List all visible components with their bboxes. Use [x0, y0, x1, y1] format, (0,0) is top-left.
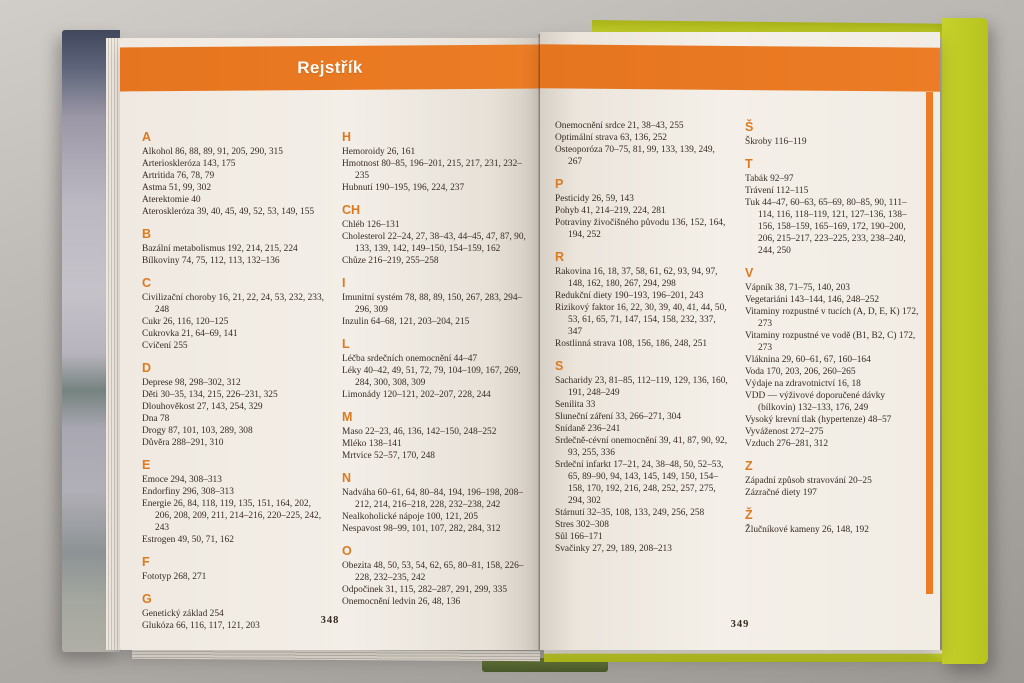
index-entry: Aterektomie 40 — [142, 195, 201, 205]
index-section — [342, 203, 527, 267]
section-letter: D — [142, 361, 152, 375]
index-section — [142, 361, 327, 449]
section-letter: P — [555, 177, 564, 191]
section-letter: L — [342, 337, 350, 351]
index-entry: Estrogen 49, 50, 71, 162 — [142, 535, 234, 545]
index-entry: VDD — výživové doporučené dávky (bílkovin) 132–133, 176, 249 — [745, 391, 886, 413]
index-entry: Dna 78 — [142, 414, 170, 424]
index-entry: Vzduch 276–281, 312 — [745, 439, 829, 449]
index-section — [342, 471, 527, 535]
index-entry: Vápník 38, 71–75, 140, 203 — [745, 283, 850, 293]
right-page — [540, 32, 940, 650]
index-section — [342, 130, 527, 194]
index-section — [555, 120, 730, 168]
index-entry: Redukční diety 190–193, 196–201, 243 — [555, 291, 704, 301]
index-entry: Imunitní systém 78, 88, 89, 150, 267, 283, 294–296, 309 — [342, 293, 523, 315]
index-entry: Svačinky 27, 29, 189, 208–213 — [555, 544, 672, 554]
index-entry: Sacharidy 23, 81–85, 112–119, 129, 136, 160, 191, 248–249 — [555, 376, 728, 398]
index-section — [142, 227, 327, 267]
index-content-left — [142, 130, 527, 641]
index-entry: Mléko 138–141 — [342, 439, 402, 449]
section-letter: V — [745, 266, 754, 280]
index-entry: Zázračné diety 197 — [745, 488, 817, 498]
section-letter: Š — [745, 120, 754, 134]
index-entry: Artritida 76, 78, 79 — [142, 171, 215, 181]
index-section — [142, 592, 327, 632]
section-letter: S — [555, 359, 564, 373]
index-column — [555, 120, 730, 564]
index-entry: Genetický základ 254 — [142, 609, 224, 619]
index-entry: Léčba srdečních onemocnění 44–47 — [342, 354, 478, 364]
index-entry: Snídaně 236–241 — [555, 424, 621, 434]
index-entry: Hmotnost 80–85, 196–201, 215, 217, 231, 232–235 — [342, 159, 522, 181]
index-entry: Rakovina 16, 18, 37, 58, 61, 62, 93, 94, 97, 148, 162, 180, 267, 294, 298 — [555, 267, 718, 289]
page-number-right: 349 — [730, 619, 750, 630]
section-letter: F — [142, 555, 150, 569]
index-column — [745, 120, 920, 564]
section-letter: M — [342, 410, 353, 424]
index-entry: Arterioskleróza 143, 175 — [142, 159, 236, 169]
index-entry: Cholesterol 22–24, 27, 38–43, 44–45, 47, 87, 90, 133, 139, 142, 149–150, 154–159, 162 — [342, 232, 526, 254]
index-entry: Pesticidy 26, 59, 143 — [555, 194, 634, 204]
section-letter: N — [342, 471, 352, 485]
index-entry: Dlouhověkost 27, 143, 254, 329 — [142, 402, 263, 412]
index-entry: Sluneční záření 33, 266–271, 304 — [555, 412, 682, 422]
index-entry: Inzulin 64–68, 121, 203–204, 215 — [342, 317, 470, 327]
index-entry: Vláknina 29, 60–61, 67, 160–164 — [745, 355, 871, 365]
section-letter: Z — [745, 459, 753, 473]
index-entry: Nadváha 60–61, 64, 80–84, 194, 196–198, 208–212, 214, 216–218, 228, 232–238, 242 — [342, 488, 523, 510]
index-entry: Vyváženost 272–275 — [745, 427, 824, 437]
page-number-left: 348 — [320, 615, 340, 626]
index-entry: Odpočinek 31, 115, 282–287, 291, 299, 335 — [342, 585, 508, 595]
index-entry: Škroby 116–119 — [745, 137, 807, 147]
index-entry: Obezita 48, 50, 53, 54, 62, 65, 80–81, 158, 226–228, 232–235, 242 — [342, 561, 524, 583]
section-letter: A — [142, 130, 152, 144]
index-content-right — [555, 120, 920, 564]
index-entry: Srdeční infarkt 17–21, 24, 38–48, 50, 52–53, 65, 89–90, 94, 143, 145, 149, 150, 154–158, 170, 192, 216, 248, 252, 257, 275, 294, 302 — [555, 460, 724, 506]
index-entry: Fototyp 268, 271 — [142, 572, 207, 582]
page-title: Rejstřík — [297, 57, 363, 78]
index-entry: Deprese 98, 298–302, 312 — [142, 378, 241, 388]
page-stack-bottom-edge — [132, 649, 540, 661]
index-entry: Chůze 216–219, 255–258 — [342, 256, 439, 266]
index-section — [745, 459, 920, 499]
index-entry: Cvičení 255 — [142, 341, 188, 351]
index-entry: Onemocnění ledvin 26, 48, 136 — [342, 597, 461, 607]
index-section — [342, 276, 527, 328]
index-section — [555, 177, 730, 241]
index-entry: Endorfiny 296, 308–313 — [142, 487, 234, 497]
index-section — [342, 410, 527, 462]
index-entry: Senilita 33 — [555, 400, 596, 410]
index-entry: Vitaminy rozpustné v tucích (A, D, E, K) 172, 273 — [745, 307, 919, 329]
index-section — [555, 359, 730, 555]
index-entry: Cukrovka 21, 64–69, 141 — [142, 329, 238, 339]
index-entry: Tuk 44–47, 60–63, 65–69, 80–85, 90, 111–114, 116, 118–119, 121, 127–136, 138–156, 158–159, 165–169, 172, 190–200, 206, 215–217, 223–225, 233, 238–240, 244, 250 — [745, 198, 907, 256]
index-entry: Pohyb 41, 214–219, 224, 281 — [555, 206, 666, 216]
section-letter: C — [142, 276, 152, 290]
index-entry: Sůl 166–171 — [555, 532, 603, 542]
index-section — [745, 120, 920, 148]
index-entry: Bazální metabolismus 192, 214, 215, 224 — [142, 244, 298, 254]
index-entry: Mrtvice 52–57, 170, 248 — [342, 451, 435, 461]
index-entry: Energie 26, 84, 118, 119, 135, 151, 164, 202, 206, 208, 209, 211, 214–216, 220–225, 242, 243 — [142, 499, 322, 533]
index-section — [142, 276, 327, 352]
index-section — [142, 458, 327, 546]
section-letter: Ž — [745, 508, 753, 522]
index-entry: Astma 51, 99, 302 — [142, 183, 212, 193]
index-entry: Civilizační choroby 16, 21, 22, 24, 53, 232, 233, 248 — [142, 293, 325, 315]
index-section — [342, 544, 527, 608]
section-letter: E — [142, 458, 151, 472]
chapter-header-band — [120, 45, 540, 92]
index-column — [342, 130, 527, 641]
index-entry: Trávení 112–115 — [745, 186, 809, 196]
section-letter: B — [142, 227, 152, 241]
index-entry: Nealkoholické nápoje 100, 121, 205 — [342, 512, 478, 522]
index-entry: Chléb 126–131 — [342, 220, 400, 230]
index-entry: Emoce 294, 308–313 — [142, 475, 222, 485]
index-entry: Drogy 87, 101, 103, 289, 308 — [142, 426, 253, 436]
section-letter: I — [342, 276, 346, 290]
index-entry: Hemoroidy 26, 161 — [342, 147, 416, 157]
left-page — [120, 38, 540, 650]
section-letter: T — [745, 157, 753, 171]
index-entry: Děti 30–35, 134, 215, 226–231, 325 — [142, 390, 278, 400]
index-entry: Léky 40–42, 49, 51, 72, 79, 104–109, 167, 269, 284, 300, 308, 309 — [342, 366, 521, 388]
section-letter: H — [342, 130, 352, 144]
index-section — [555, 250, 730, 350]
index-entry: Tabák 92–97 — [745, 174, 794, 184]
index-entry: Důvěra 288–291, 310 — [142, 438, 224, 448]
index-section — [342, 337, 527, 401]
index-entry: Bílkoviny 74, 75, 112, 113, 132–136 — [142, 256, 280, 266]
index-entry: Srdečně-cévní onemocnění 39, 41, 87, 90, 92, 93, 255, 336 — [555, 436, 728, 458]
index-section — [745, 508, 920, 536]
index-column — [142, 130, 327, 641]
index-entry: Maso 22–23, 46, 136, 142–150, 248–252 — [342, 427, 497, 437]
index-entry: Vysoký krevní tlak (hypertenze) 48–57 — [745, 415, 892, 425]
index-section — [142, 555, 327, 583]
page-margin-stripe — [926, 92, 933, 594]
index-entry: Osteoporóza 70–75, 81, 99, 133, 139, 249, 267 — [555, 145, 715, 167]
index-entry: Alkohol 86, 88, 89, 91, 205, 290, 315 — [142, 147, 283, 157]
index-section — [142, 130, 327, 218]
index-entry: Stres 302–308 — [555, 520, 609, 530]
index-entry: Glukóza 66, 116, 117, 121, 203 — [142, 621, 260, 631]
index-section — [745, 266, 920, 450]
index-entry: Stárnutí 32–35, 108, 133, 249, 256, 258 — [555, 508, 705, 518]
book-cover-right-edge — [942, 18, 988, 664]
index-entry: Potraviny živočišného původu 136, 152, 164, 194, 252 — [555, 218, 726, 240]
index-entry: Ateroskleróza 39, 40, 45, 49, 52, 53, 149, 155 — [142, 207, 315, 217]
index-entry: Cukr 26, 116, 120–125 — [142, 317, 229, 327]
index-entry: Rostlinná strava 108, 156, 186, 248, 251 — [555, 339, 708, 349]
open-book — [62, 14, 988, 668]
section-letter: R — [555, 250, 565, 264]
index-entry: Voda 170, 203, 206, 260–265 — [745, 367, 856, 377]
index-entry: Výdaje na zdravotnictví 16, 18 — [745, 379, 861, 389]
index-entry: Optimální strava 63, 136, 252 — [555, 133, 667, 143]
index-entry: Vitaminy rozpustné ve vodě (B1, B2, C) 172, 273 — [745, 331, 916, 353]
index-entry: Rizikový faktor 16, 22, 30, 39, 40, 41, 44, 50, 53, 61, 65, 71, 147, 154, 158, 232, 337, 347 — [555, 303, 727, 337]
index-section — [745, 157, 920, 257]
section-letter: O — [342, 544, 352, 558]
index-entry: Západní způsob stravování 20–25 — [745, 476, 872, 486]
page-stack-bottom-green-edge — [544, 650, 942, 662]
index-entry: Hubnutí 190–195, 196, 224, 237 — [342, 183, 465, 193]
index-entry: Žlučníkové kameny 26, 148, 192 — [745, 525, 869, 535]
index-entry: Limonády 120–121, 202–207, 228, 244 — [342, 390, 491, 400]
index-entry: Vegetariáni 143–144, 146, 248–252 — [745, 295, 880, 305]
index-entry: Nespavost 98–99, 101, 107, 282, 284, 312 — [342, 524, 501, 534]
index-entry: Onemocnění srdce 21, 38–43, 255 — [555, 121, 684, 131]
section-letter: G — [142, 592, 152, 606]
chapter-header-band-right — [540, 44, 940, 91]
section-letter: CH — [342, 203, 361, 217]
